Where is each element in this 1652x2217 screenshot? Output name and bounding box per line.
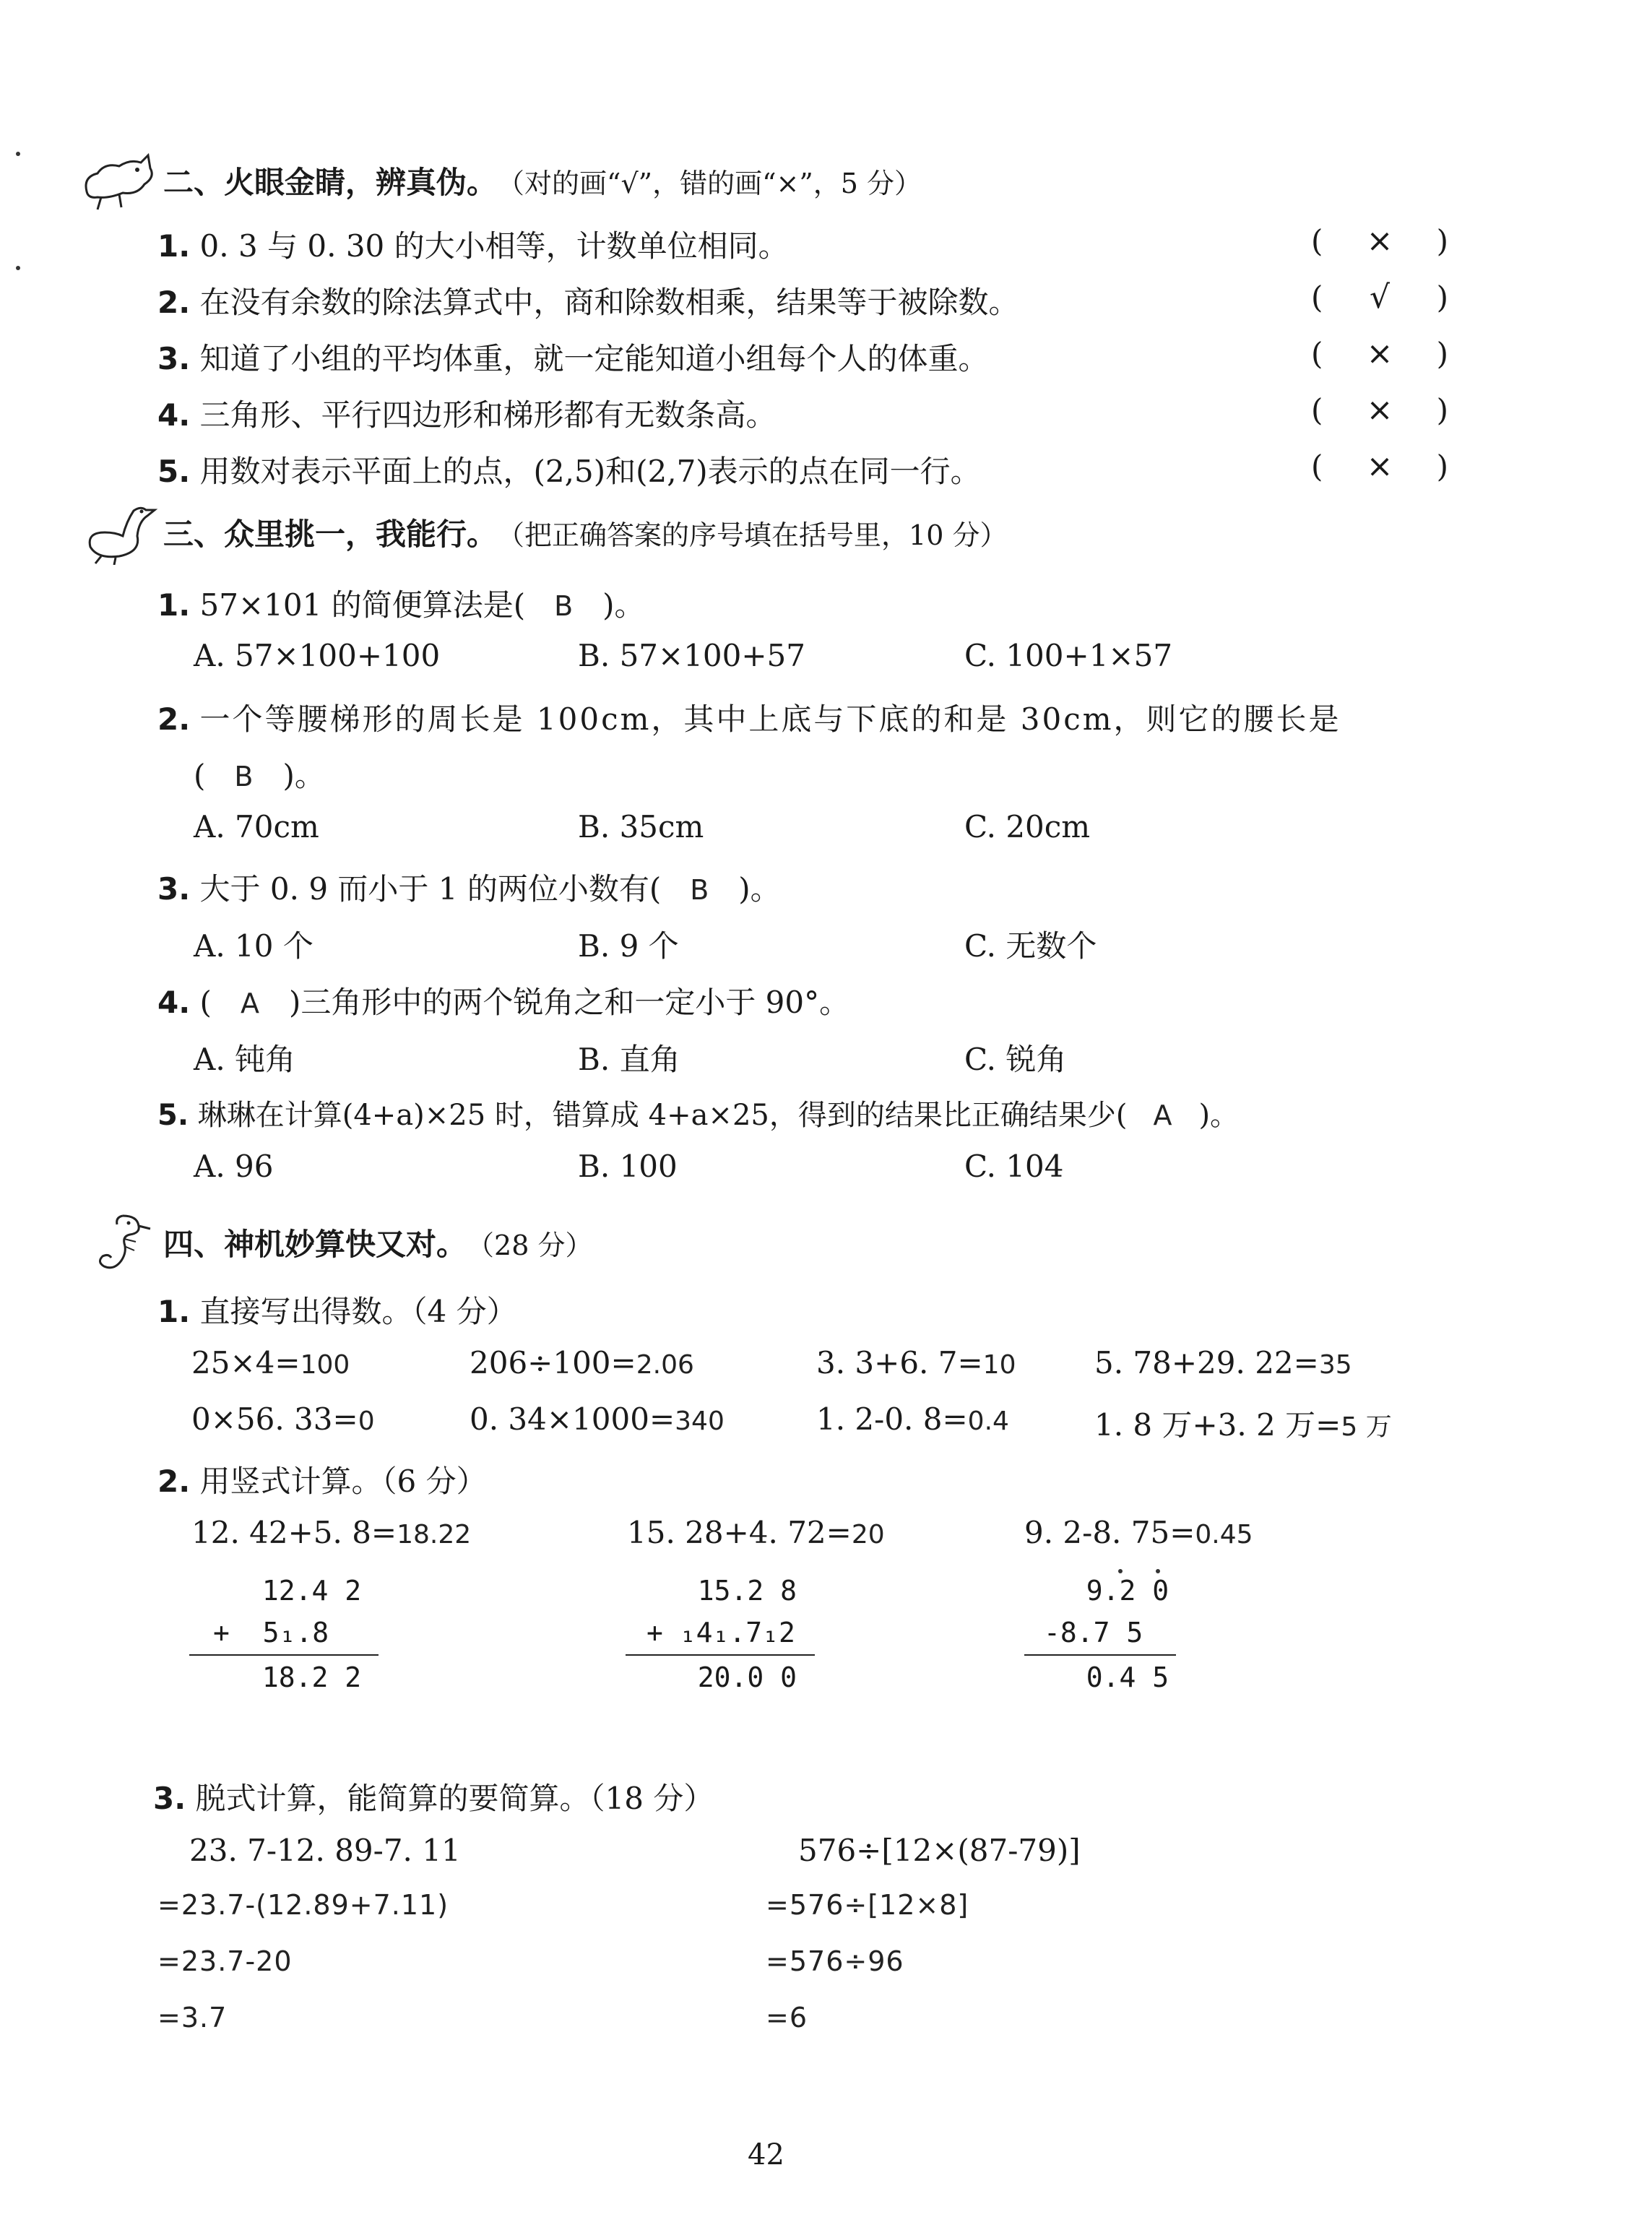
step-calc-step[interactable]: =23.7-(12.89+7.11) xyxy=(157,1889,449,1921)
section-4-header xyxy=(79,1210,592,1275)
option-a: A. 57×100+100 xyxy=(194,638,441,673)
answer[interactable]: 100 xyxy=(300,1350,350,1380)
page-number: 42 xyxy=(748,2138,784,2171)
answer-blank[interactable]: B xyxy=(554,590,574,622)
choice-question-2: 2. 一个等腰梯形的周长是 100cm，其中上底与下底的和是 30cm，则它的腰长是 xyxy=(157,701,1341,737)
section-title: 二、火眼金睛，辨真伪。 xyxy=(163,165,498,200)
cartoon-goose-icon xyxy=(79,500,159,565)
judge-answer-4[interactable]: ( × ) xyxy=(1311,392,1448,428)
step-calc-step[interactable]: =3.7 xyxy=(157,2002,228,2034)
step-calc-step[interactable]: =6 xyxy=(766,2002,808,2034)
answer[interactable]: 2.06 xyxy=(636,1350,694,1380)
judge-item-4: 4. 三角形、平行四边形和梯形都有无数条高。 xyxy=(157,397,777,433)
step-calc-question: 576÷[12×(87-79)] xyxy=(798,1833,1081,1868)
section-note: （把正确答案的序号填在括号里，10 分） xyxy=(497,519,1008,551)
answer-blank[interactable]: B xyxy=(234,761,254,792)
option-c: C. 20cm xyxy=(964,809,1091,844)
option-c: C. 锐角 xyxy=(964,1042,1067,1077)
oral-calc: 3. 3+6. 7=10 xyxy=(816,1345,1016,1380)
vertical-calc-equation: 9. 2-8. 75=0.45 xyxy=(1024,1515,1253,1550)
oral-calc: 1. 8 万+3. 2 万=5 万 xyxy=(1094,1407,1392,1443)
answer[interactable]: 0.4 xyxy=(967,1406,1009,1436)
subproblem-1-title: 1. 直接写出得数。（4 分） xyxy=(157,1294,517,1329)
subproblem-3-title: 3. 脱式计算，能简算的要简算。（18 分） xyxy=(153,1781,714,1816)
oral-calc: 25×4=100 xyxy=(191,1345,350,1380)
subproblem-2-title: 2. 用竖式计算。（6 分） xyxy=(157,1464,487,1499)
option-c: C. 104 xyxy=(964,1149,1064,1184)
vertical-top: 12.4 2 xyxy=(246,1575,362,1607)
judge-answer-3[interactable]: ( × ) xyxy=(1311,335,1448,372)
option-b: B. 100 xyxy=(578,1149,678,1184)
step-calc-question: 23. 7-12. 89-7. 11 xyxy=(189,1833,461,1868)
oral-calc: 5. 78+29. 22=35 xyxy=(1094,1345,1352,1380)
option-c: C. 100+1×57 xyxy=(964,638,1173,673)
vertical-rule xyxy=(626,1654,815,1656)
answer[interactable]: 0 xyxy=(358,1406,375,1436)
vertical-rule xyxy=(189,1654,379,1656)
vertical-top: 9.2 0 xyxy=(1053,1575,1169,1607)
answer[interactable]: 5 万 xyxy=(1341,1412,1392,1442)
judge-answer-5[interactable]: ( × ) xyxy=(1311,448,1448,485)
option-a: A. 70cm xyxy=(194,809,319,844)
option-b: B. 35cm xyxy=(578,809,704,844)
choice-question-2-cont: ( B )。 xyxy=(194,758,325,793)
section-2-header xyxy=(79,148,922,213)
choice-question-3: 3. 大于 0. 9 而小于 1 的两位小数有( B )。 xyxy=(157,871,781,907)
judge-item-1: 1. 0. 3 与 0. 30 的大小相等，计数单位相同。 xyxy=(157,228,789,264)
judge-item-2: 2. 在没有余数的除法算式中，商和除数相乘，结果等于被除数。 xyxy=(157,285,1019,320)
oral-calc: 0. 34×1000=340 xyxy=(470,1401,725,1437)
section-note: （28 分） xyxy=(467,1229,593,1261)
seahorse-icon xyxy=(79,1210,159,1275)
answer-blank[interactable]: A xyxy=(240,988,260,1019)
answer-blank[interactable]: B xyxy=(690,874,710,906)
judge-answer-2[interactable]: ( √ ) xyxy=(1311,279,1448,316)
section-title: 四、神机妙算快又对。 xyxy=(163,1227,467,1262)
oral-calc: 206÷100=2.06 xyxy=(470,1345,694,1380)
judge-item-3: 3. 知道了小组的平均体重，就一定能知道小组每个人的体重。 xyxy=(157,341,989,376)
repeat-dot xyxy=(1118,1569,1123,1573)
choice-question-4: 4. ( A )三角形中的两个锐角之和一定小于 90°。 xyxy=(157,985,850,1020)
cartoon-animal-icon xyxy=(79,148,159,213)
vertical-calc-equation: 15. 28+4. 72=20 xyxy=(627,1515,885,1550)
answer[interactable]: 18.22 xyxy=(397,1520,472,1550)
section-title: 三、众里挑一，我能行。 xyxy=(163,517,498,552)
answer-blank[interactable]: A xyxy=(1153,1099,1173,1131)
option-b: B. 9 个 xyxy=(578,928,679,964)
vertical-calc-equation: 12. 42+5. 8=18.22 xyxy=(191,1515,472,1550)
option-b: B. 57×100+57 xyxy=(578,638,805,673)
option-a: A. 96 xyxy=(194,1149,274,1184)
section-3-header xyxy=(79,500,1007,565)
answer[interactable]: 20 xyxy=(851,1520,885,1550)
oral-calc: 1. 2-0. 8=0.4 xyxy=(816,1401,1009,1437)
vertical-result: 20.0 0 xyxy=(665,1661,797,1693)
answer[interactable]: 35 xyxy=(1318,1350,1352,1380)
judge-answer-1[interactable]: ( × ) xyxy=(1311,222,1448,259)
option-a: A. 10 个 xyxy=(194,928,313,964)
step-calc-step[interactable]: =576÷96 xyxy=(766,1945,904,1977)
oral-calc: 0×56. 33=0 xyxy=(191,1401,375,1437)
step-calc-step[interactable]: =23.7-20 xyxy=(157,1945,293,1977)
answer[interactable]: 0.45 xyxy=(1195,1520,1253,1550)
section-note: （对的画“√”，错的画“×”，5 分） xyxy=(497,167,922,199)
vertical-result: 0.4 5 xyxy=(1053,1661,1169,1693)
margin-dot xyxy=(16,152,20,156)
option-a: A. 钝角 xyxy=(194,1042,296,1077)
repeat-dot xyxy=(1156,1569,1160,1573)
vertical-mid: + ₁4₁.7₁2 xyxy=(646,1617,795,1648)
margin-dot xyxy=(16,266,20,270)
judge-item-5: 5. 用数对表示平面上的点，(2,5)和(2,7)表示的点在同一行。 xyxy=(157,454,981,489)
vertical-result: 18.2 2 xyxy=(246,1661,362,1693)
step-calc-step[interactable]: =576÷[12×8] xyxy=(766,1889,969,1921)
vertical-mid: + 5₁.8 xyxy=(213,1617,329,1648)
vertical-top: 15.2 8 xyxy=(665,1575,797,1607)
option-b: B. 直角 xyxy=(578,1042,680,1077)
vertical-rule xyxy=(1024,1654,1176,1656)
vertical-mid: -8.7 5 xyxy=(1044,1617,1143,1648)
choice-question-5: 5. 琳琳在计算(4+a)×25 时，错算成 4+a×25，得到的结果比正确结果少( A )。 xyxy=(157,1099,1240,1132)
choice-question-1: 1. 57×101 的简便算法是( B )。 xyxy=(157,587,645,623)
option-c: C. 无数个 xyxy=(964,928,1097,964)
answer[interactable]: 10 xyxy=(982,1350,1016,1380)
answer[interactable]: 340 xyxy=(675,1406,725,1436)
